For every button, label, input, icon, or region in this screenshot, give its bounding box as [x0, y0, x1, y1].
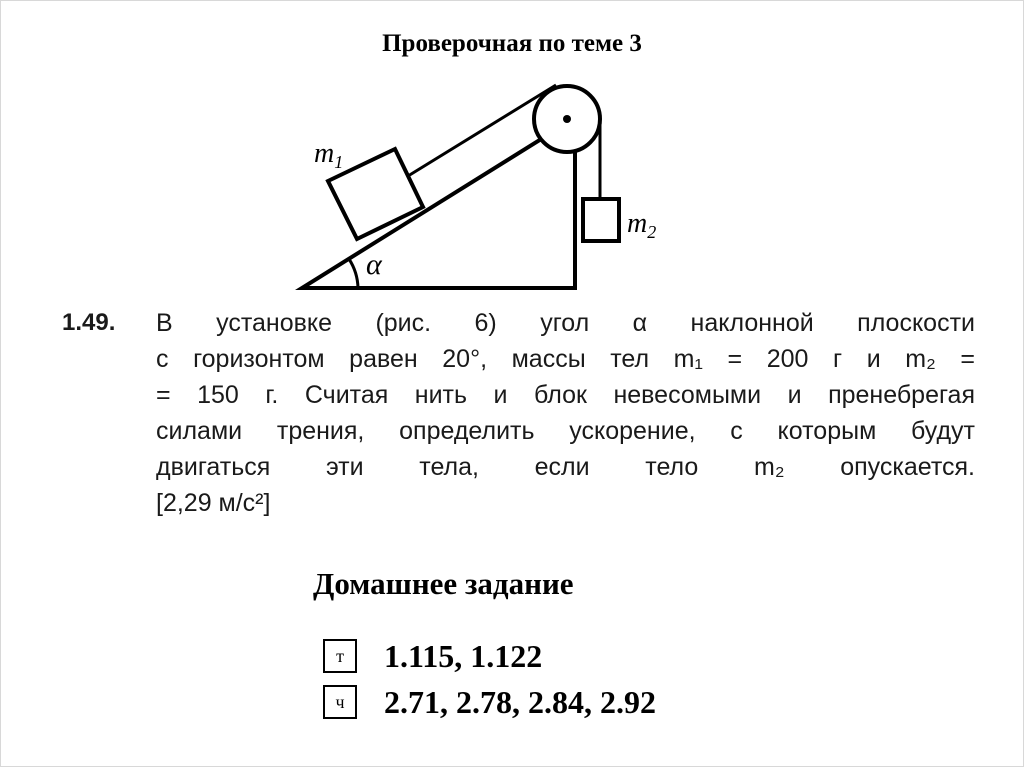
incline-plane: [302, 118, 575, 288]
problem-line: = 150 г. Считая нить и блок невесомыми и пренебрегая: [156, 381, 975, 409]
problem-text: [60, 305, 975, 521]
pulley-axle: [563, 115, 571, 123]
angle-label: α: [366, 248, 382, 281]
problem-line: двигаться эти тела, если тело m₂ опускается.: [156, 453, 975, 481]
homework-tag-box: т: [323, 639, 357, 673]
homework-value: 1.115, 1.122: [384, 637, 543, 674]
homework-item: [323, 680, 656, 724]
angle-arc: [349, 259, 358, 288]
homework-tag-box: ч: [323, 685, 357, 719]
string-incline: [408, 85, 556, 176]
homework-title: Домашнее задание: [313, 566, 574, 601]
problem-answer: [2,29 м/с²]: [156, 489, 271, 517]
block-m2: [583, 199, 619, 241]
problem-line: В установке (рис. 6) угол α наклонной плоскости: [156, 309, 975, 337]
problem-line: с горизонтом равен 20°, массы тел m₁ = 200 г и m₂ =: [156, 345, 975, 373]
label-m2: $m_2$: [627, 208, 657, 242]
problem-line: силами трения, определить ускорение, с которым будут: [156, 417, 975, 445]
problem-number: 1.49.: [62, 309, 116, 336]
homework-value: 2.71, 2.78, 2.84, 2.92: [384, 683, 656, 720]
slide-title: Проверочная по теме 3: [382, 30, 642, 57]
homework-item: [323, 634, 542, 678]
incline-pulley-figure: [280, 76, 660, 296]
label-m1: $m_1$: [314, 138, 344, 172]
